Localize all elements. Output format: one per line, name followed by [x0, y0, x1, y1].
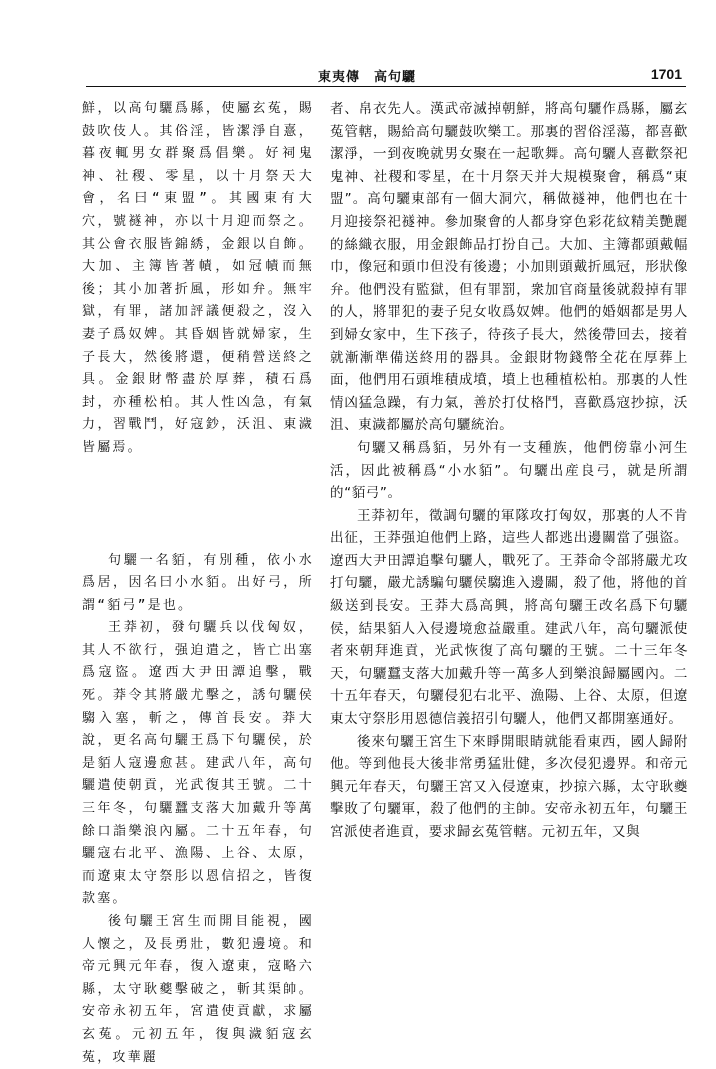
translation-paragraph-4: 後來句驪王宮生下來睜開眼睛就能看東西，國人歸附他。等到他長大後非常勇猛壯健，多次侵犯邊界。和帝元興元年春天，句驪王宮又入侵遼東，抄掠六縣，太守耿夔擊敗了句驪軍，殺了他們的主帥。安帝永初五年，句驪王宮派使者進貢，要求歸玄菟管轄。元初五年，又與 — [330, 733, 688, 840]
translation-paragraph-1: 者、帛衣先人。漢武帝滅掉朝鮮，將高句驪作爲縣，屬玄菟管轄，賜給高句驪鼓吹樂工。那裏的習俗淫蕩，都喜歡潔淨，一到夜晚就男女聚在一起歌舞。高句驪人喜歡祭祀鬼神、社稷和零星，在十月祭天并大規模聚會，稱爲“東盟”。高句驪東部有一個大洞穴，稱做襚神，他們也在十月迎接祭祀襚神。參加聚會的人都身穿色彩花紋精美艷麗的絲織衣服，用金銀飾品打扮自己。大加、主簿都頭戴幅巾，像冠和頭巾但没有後邊；小加則頭戴折風冠，形狀像弁。他們没有監獄，但有罪罰，衆加官商量後就殺掉有罪的人，將罪犯的妻子兒女收爲奴婢。他們的婚姻都是男人到婦女家中，生下孩子，待孩子長大，然後帶回去，接着就漸漸準備送終用的器具。金銀財物錢幣全花在厚葬上面，他們用石頭堆積成墳，墳上也種植松柏。那裏的人性情凶猛急躁，有力氣，善於打仗格鬥，喜歡爲寇抄掠，沃沮、東濊都屬於高句驪統治。 — [330, 101, 688, 434]
classical-paragraph-4: 後句驪王宮生而開目能視，國人懷之，及長勇壯，數犯邊境。和帝元興元年春，復入遼東，寇略六縣，太守耿夔擊破之，斬其渠帥。安帝永初五年，宮遣使貢獻，求屬玄菟。元初五年，復與濊貊寇玄菟，攻華麗 — [82, 914, 314, 1065]
translation-paragraph-3: 王莽初年，徵調句驪的軍隊攻打匈奴，那裏的人不肯出征，王莽强迫他們上路，這些人都逃出邊關當了强盜。遼西大尹田譚追擊句驪人，戰死了。王莽命令部將嚴尤攻打句驪，嚴尤誘騙句驪侯騶進入邊關，殺了他，將他的首級送到長安。王莽大爲高興，將高句驪王改名爲下句驪侯，結果貊人入侵邊境愈益嚴重。建武八年，高句驪派使者來朝拜進貢，光武恢復了高句驪的王號。二十三年冬天，句驪蠶支落大加戴升等一萬多人到樂浪歸屬國內。二十五年春天，句驪侵犯右北平、漁陽、上谷、太原，但遼東太守祭肜用恩德信義招引句驪人，他們又都開塞通好。 — [330, 507, 688, 728]
classical-paragraph-3: 王莽初，發句驪兵以伐匈奴，其人不欲行，强迫遣之，皆亡出塞爲寇盜。遼西大尹田譚追擊，戰死。莽令其將嚴尤擊之，誘句驪侯騶入塞，斬之，傳首長安。莽大說，更名高句驪王爲下句驪侯，於是貊人寇邊愈甚。建武八年，高句驪遣使朝貢，光武復其王號。二十三年冬，句驪蠶支落大加戴升等萬餘口詣樂浪內屬。二十五年春，句驪寇右北平、漁陽、上谷、太原，而遼東太守祭肜以恩信招之，皆復款塞。 — [82, 620, 314, 907]
translation-column — [330, 98, 688, 844]
classical-text-column — [82, 98, 314, 1069]
classical-paragraph-2: 句驪一名貊，有別種，依小水爲居，因名曰小水貊。出好弓，所謂“貊弓”是也。 — [82, 552, 314, 613]
page-number: 1701 — [650, 66, 682, 82]
header-rule — [86, 86, 686, 87]
running-title: 東夷傳 高句驪 — [318, 70, 417, 85]
translation-paragraph-2: 句驪又稱爲貊，另外有一支種族，他們傍靠小河生活，因此被稱爲“小水貊”。句驪出産良弓，就是所謂的“貊弓”。 — [330, 439, 688, 502]
classical-paragraph-1: 鮮，以高句驪爲縣，使屬玄菟，賜鼓吹伎人。其俗淫，皆潔淨自憙，暮夜輒男女群聚爲倡樂。好祠鬼神、社稷、零星，以十月祭天大會，名曰“東盟”。其國東有大穴，號襚神，亦以十月迎而祭之。其公會衣服皆錦綉，金銀以自飾。大加、主簿皆著幘，如冠幘而無後；其小加著折風，形如弁。無牢獄，有罪，諸加評議便殺之，沒入妻子爲奴婢。其昏姻皆就婦家，生子長大，然後將還，便稍營送終之具。金銀財幣盡於厚葬，積石爲封，亦種松柏。其人性凶急，有氣力，習戰鬥，好寇鈔，沃沮、東濊皆屬焉。 — [82, 101, 314, 455]
page-header — [86, 66, 686, 88]
